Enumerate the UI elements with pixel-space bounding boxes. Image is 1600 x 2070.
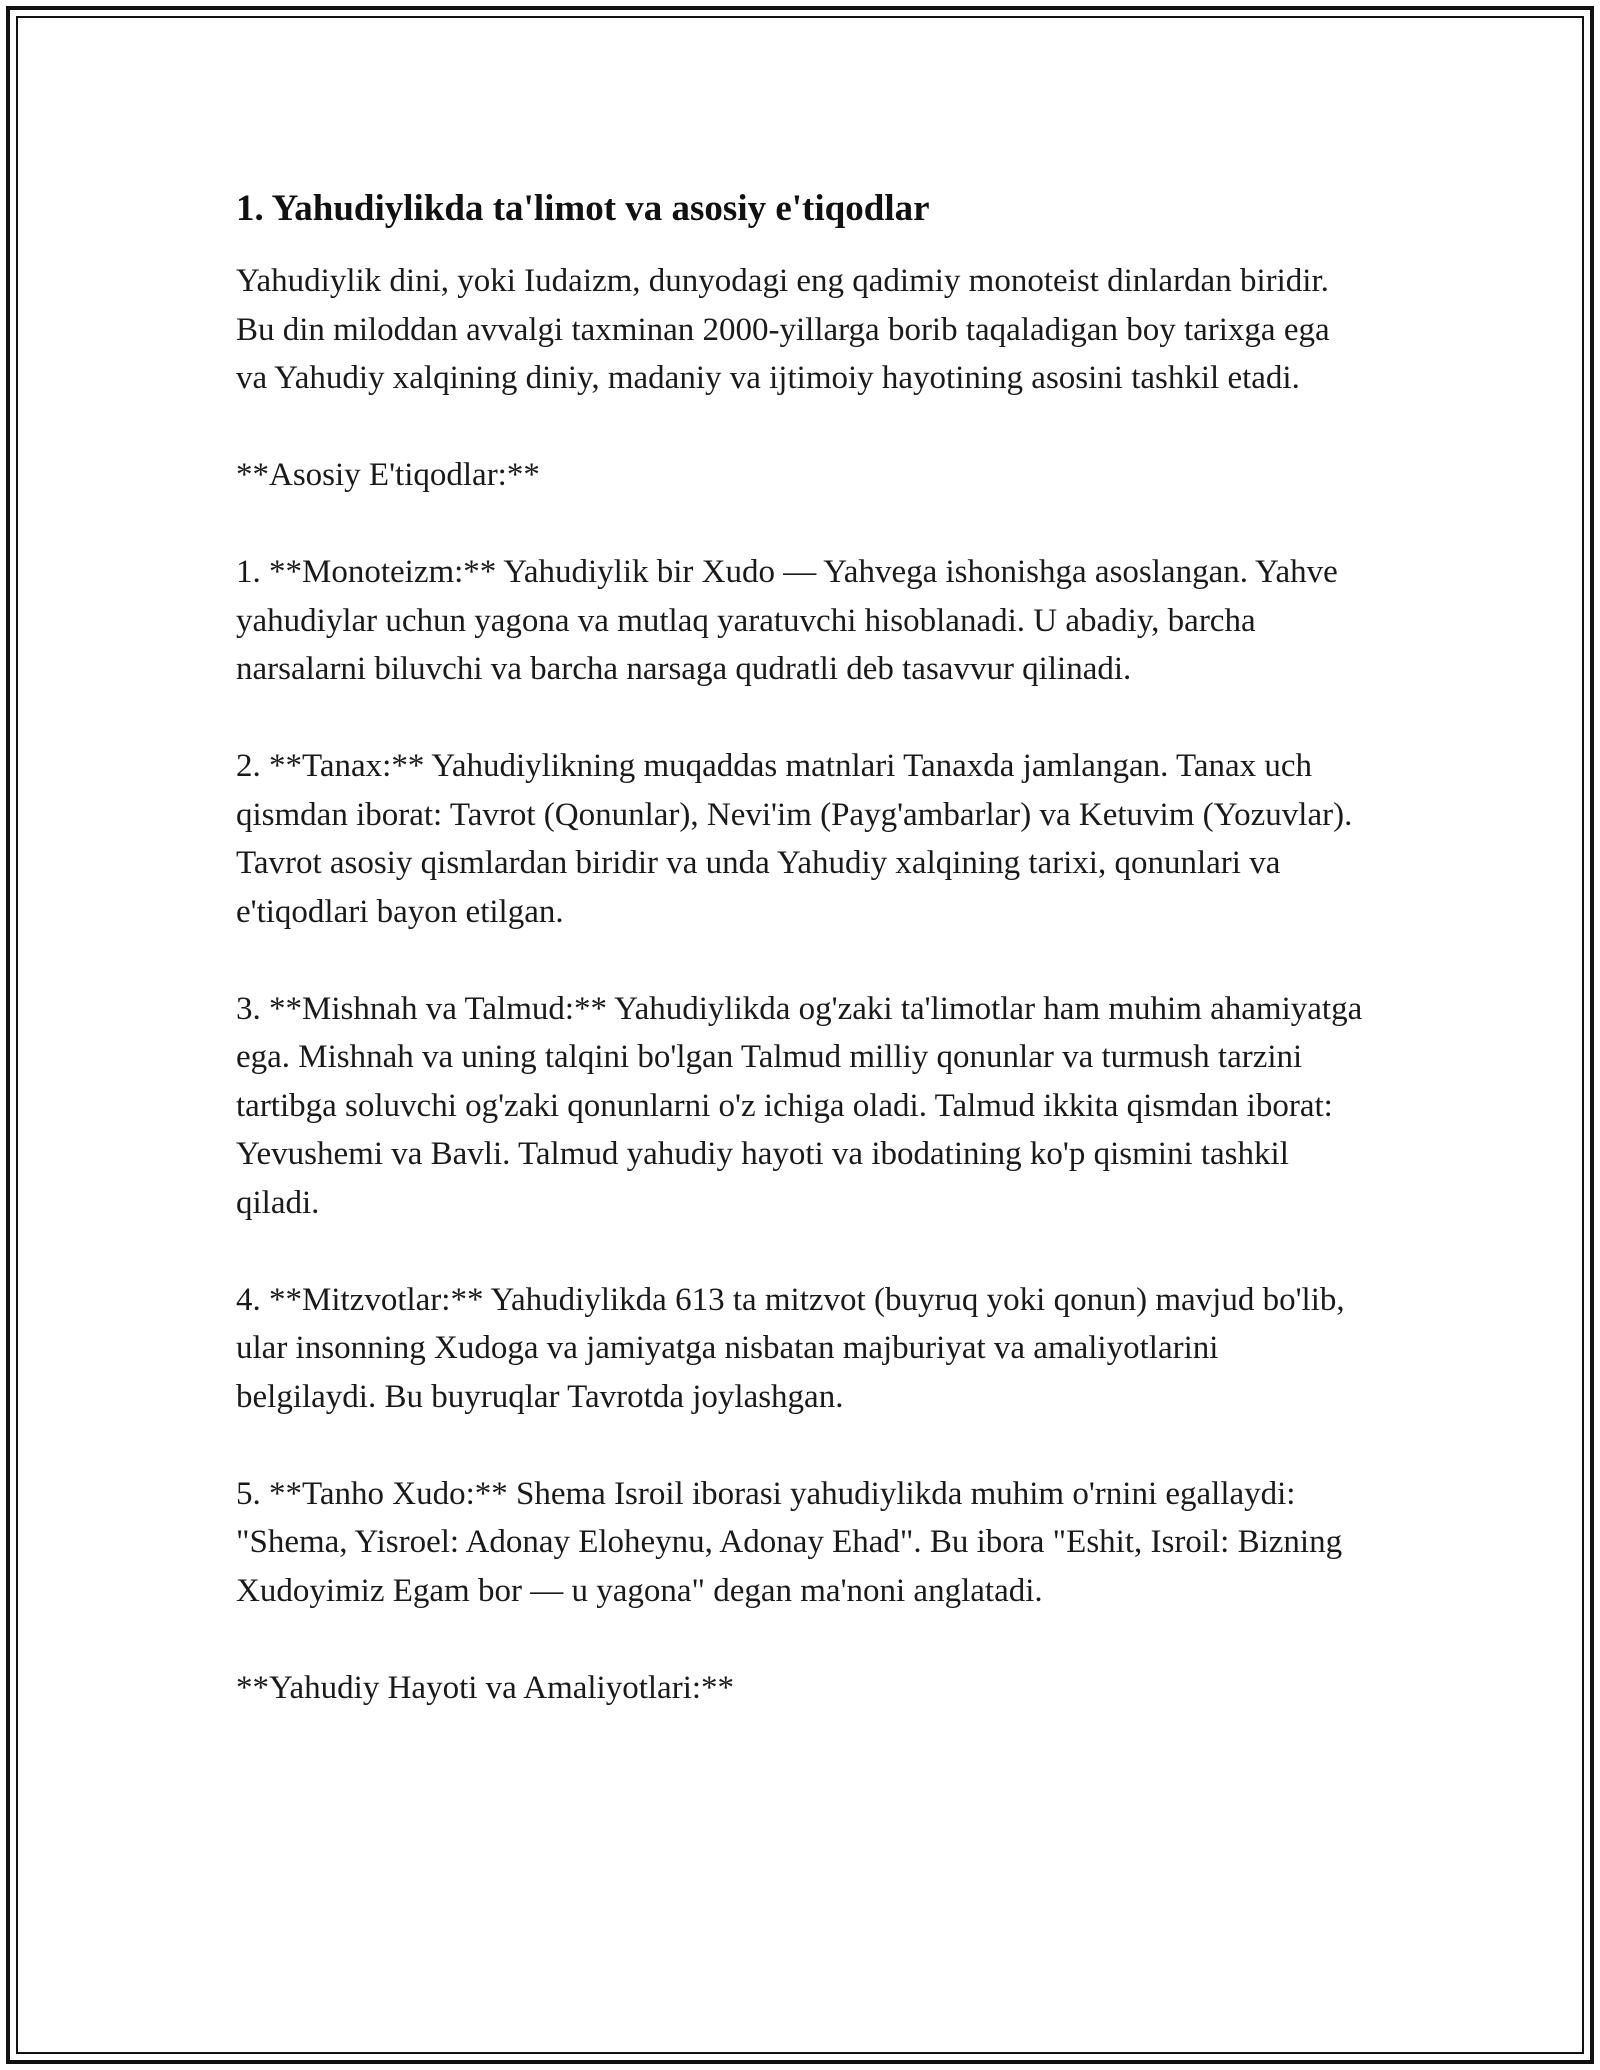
paragraph-mishnah-talmud: 3. **Mishnah va Talmud:** Yahudiylikda og'zaki ta'limotlar ham muhim ahamiyatga ega. Mishnah va uning talqini bo'lgan Talmud milliy qonunlar va turmush tarzini tartibga soluvchi og'zaki qonunlarni o'z ichiga oladi. Talmud ikkita qismdan iborat: Yevushemi va Bavli. Talmud yahudiy hayoti va ibodatining ko'p qismini tashkil qiladi.	[236, 990, 1363, 1221]
paragraph-monotheism: 1. **Monoteizm:** Yahudiylik bir Xudo — Yahvega ishonishga asoslangan. Yahve yahudiylar uchun yagona va mutlaq yaratuvchi hisoblanadi. U abadiy, barcha narsalarni biluvchi va barcha narsaga qudratli deb tasavvur qilinadi.	[236, 554, 1338, 687]
section-heading: 1. Yahudiylikda ta'limot va asosiy e'tiqodlar	[236, 188, 930, 229]
document-body	[236, 185, 1366, 1761]
paragraph-one-god: 5. **Tanho Xudo:** Shema Isroil iborasi yahudiylikda muhim o'rnini egallaydi: "Shema, Yisroel: Adonay Eloheynu, Adonay Ehad". Bu ibora "Eshit, Isroil: Bizning Xudoyimiz Egam bor — u yagona" degan ma'noni anglatadi.	[236, 1475, 1343, 1609]
paragraph-mitzvot: 4. **Mitzvotlar:** Yahudiylikda 613 ta mitzvot (buyruq yoki qonun) mavjud bo'lib, ular insonning Xudoga va jamiyatga nisbatan majburiyat va amaliyotlarini belgilaydi. Bu buyruqlar Tavrotda joylashgan.	[236, 1281, 1345, 1415]
intro-paragraph: Yahudiylik dini, yoki Iudaizm, dunyodagi eng qadimiy monoteist dinlardan biridir. Bu din miloddan avvalgi taxminan 2000-yillarga borib taqaladigan boy tarixga ega va Yahudiy xalqining diniy, madaniy va ijtimoiy hayotining asosini tashkil etadi.	[236, 263, 1330, 396]
paragraph-tanakh: 2. **Tanax:** Yahudiylikning muqaddas matnlari Tanaxda jamlangan. Tanax uch qismdan iborat: Tavrot (Qonunlar), Nevi'im (Payg'ambarlar) va Ketuvim (Yozuvlar). Tavrot asosiy qismlardan biridir va unda Yahudiy xalqining tarixi, qonunlari va e'tiqodlari bayon etilgan.	[236, 748, 1353, 930]
subheading-beliefs: **Asosiy E'tiqodlar:**	[236, 457, 540, 493]
subheading-life-practices: **Yahudiy Hayoti va Amaliyotlari:**	[236, 1669, 735, 1706]
